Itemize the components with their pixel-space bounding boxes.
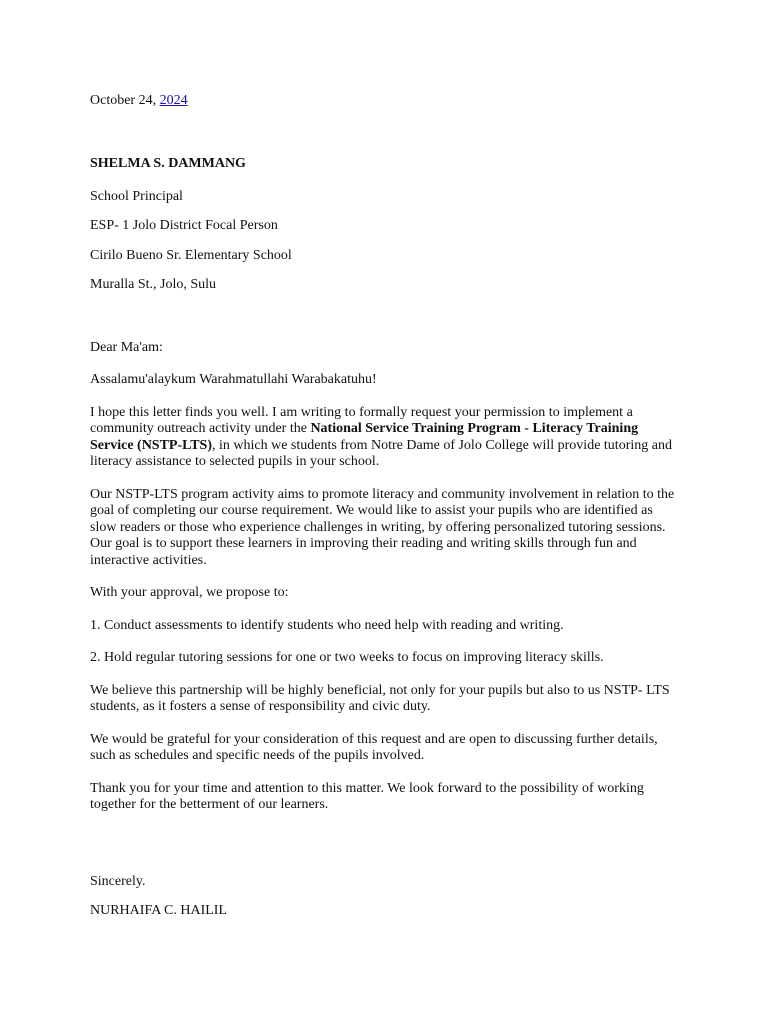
letter-date [90,93,188,109]
body-paragraph-4: We would be grateful for your consideration of this request and are open to discussing further details, such as schedules and specific needs of the pupils involved. [90,732,658,764]
recipient-address: Muralla St., Jolo, Sulu [90,277,217,292]
body-paragraph-1: I hope this letter finds you well. I am writing to formally request your permission to implement a community outreach activity under the National Service Training Program - Literacy Training Service (NSTP-LTS), in which we students from Notre Dame of Jolo College will provide tutoring and literacy assistance to selected pupils in your school. [90,405,672,470]
closing: Sincerely. [90,874,146,889]
program-name: National Service Training Program - Literacy Training Service (NSTP-LTS) [90,421,639,453]
recipient-school: Cirilo Bueno Sr. Elementary School [90,248,292,263]
proposal-item-1: 1. Conduct assessments to identify students who need help with reading and writing. [90,618,564,633]
proposal-intro: With your approval, we propose to: [90,585,289,600]
body-paragraph-3: We believe this partnership will be highly beneficial, not only for your pupils but also to us NSTP- LTS students, as it fosters a sense of responsibility and civic duty. [90,683,670,715]
date-text: October 24, [90,93,160,108]
body-paragraph-2: Our NSTP-LTS program activity aims to promote literacy and community involvement in relation to the goal of completing our course requirement. We would like to assist your pupils who are identified as slow readers or those who experience challenges in writing, by offering personalized tutoring sessions. Our goal is to support these learners in improving their reading and writing skills through fun and interactive activities. [90,487,675,568]
signatory: NURHAIFA C. HAILIL [90,903,228,918]
recipient-name: SHELMA S. DAMMANG [90,156,246,171]
body-paragraph-5: Thank you for your time and attention to this matter. We look forward to the possibility of working together for the betterment of our learners. [90,781,644,813]
recipient-title: School Principal [90,189,183,204]
greeting: Assalamu'alaykum Warahmatullahi Warabakatuhu! [90,372,377,387]
recipient-role: ESP- 1 Jolo District Focal Person [90,218,278,233]
date-year-link[interactable]: 2024 [159,93,188,108]
salutation: Dear Ma'am: [90,340,163,355]
proposal-item-2: 2. Hold regular tutoring sessions for one or two weeks to focus on improving literacy skills. [90,650,604,665]
